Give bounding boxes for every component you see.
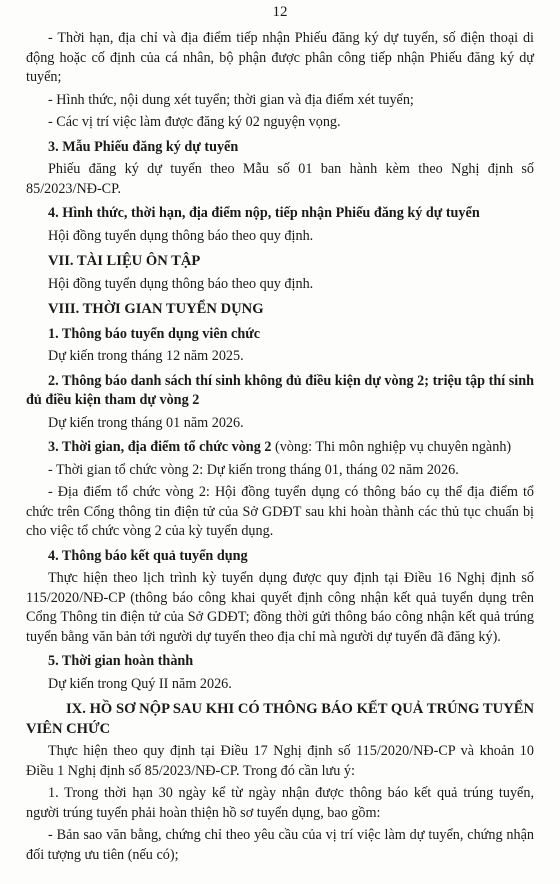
paragraph-documents-copies: - Bản sao văn bằng, chứng chỉ theo yêu cầu của vị trí việc làm dự tuyển, chứng nhận đối tượng ưu tiên (nếu có); — [26, 827, 534, 863]
paragraph-form-content: - Hình thức, nội dung xét tuyển; thời gian và địa điểm xét tuyển; — [48, 91, 414, 108]
paragraph-round-two-place: - Địa điểm tổ chức vòng 2: Hội đồng tuyển dụng có thông báo cụ thể địa điểm tổ chức trên Cổng thông tin điện tử của Sở GDĐT sau khi hoàn thành các thủ tục chuẩn bị cho việc tổ chức vòng 2 của kỳ tuyển dụng. — [26, 484, 534, 539]
paragraph-form-template: Phiếu đăng ký dự tuyển theo Mẫu số 01 ban hành kèm theo Nghị định số 85/2023/NĐ-CP. — [26, 161, 534, 197]
paragraph-contact-info: - Thời hạn, địa chỉ và địa điểm tiếp nhận Phiếu đăng ký dự tuyển, số điện thoại di động hoặc cố định của cá nhân, bộ phận được phân công tiếp nhận Phiếu đăng ký dự tuyển; — [26, 30, 534, 85]
page-number: 12 — [272, 4, 288, 20]
paragraph-two-choices: - Các vị trí việc làm được đăng ký 02 nguyện vọng. — [48, 114, 341, 130]
paragraph-submission: Hội đồng tuyển dụng thông báo theo quy định. — [48, 227, 314, 244]
heading-round-two-bold: 3. Thời gian, địa điểm tổ chức vòng 2 — [48, 439, 272, 455]
paragraph-documents-deadline: 1. Trong thời hạn 30 ngày kể từ ngày nhận được thông báo kết quả trúng tuyển, người trúng tuyển phải hoàn thiện hồ sơ tuyển dụng, bao gồm: — [26, 785, 534, 821]
paragraph-review-materials: Hội đồng tuyển dụng thông báo theo quy định. — [48, 275, 314, 292]
heading-round-two-note: (vòng: Thi môn nghiệp vụ chuyên ngành) — [271, 439, 512, 455]
section-heading-recruitment-time: VIII. THỜI GIAN TUYỂN DỤNG — [48, 301, 264, 317]
paragraph-documents-rule: Thực hiện theo quy định tại Điều 17 Nghị định số 115/2020/NĐ-CP và khoản 10 Điều 1 Nghị định số 85/2023/NĐ-CP. Trong đó cần lưu ý: — [26, 743, 534, 779]
paragraph-completion: Dự kiến trong Quý II năm 2026. — [48, 675, 232, 692]
heading-round-two — [26, 438, 534, 458]
paragraph-announcement: Dự kiến trong tháng 12 năm 2025. — [48, 348, 244, 364]
heading-completion: 5. Thời gian hoàn thành — [48, 653, 194, 669]
section-heading-review-materials: VII. TÀI LIỆU ÔN TẬP — [48, 253, 201, 269]
heading-results: 4. Thông báo kết quả tuyển dụng — [48, 547, 248, 564]
paragraph-round-two-time: - Thời gian tổ chức vòng 2: Dự kiến trong tháng 01, tháng 02 năm 2026. — [48, 461, 459, 478]
section-heading-documents: IX. HỒ SƠ NỘP SAU KHI CÓ THÔNG BÁO KẾT QUẢ TRÚNG TUYỂN VIÊN CHỨC — [26, 701, 534, 737]
heading-submission: 4. Hình thức, thời hạn, địa điểm nộp, tiếp nhận Phiếu đăng ký dự tuyển — [48, 205, 480, 221]
paragraph-results: Thực hiện theo lịch trình kỳ tuyển dụng được quy định tại Điều 16 Nghị định số 115/2020/NĐ-CP (thông báo công khai quyết định công nhận kết quả tuyển dụng trên Cổng Thông tin điện tử của Sở GDĐT; đồng thời gửi thông báo công nhận kết quả trúng tuyển bằng văn bản tới người dự tuyển theo địa chỉ mà người dự tuyển đã đăng ký). — [26, 570, 534, 645]
heading-form-template: 3. Mẫu Phiếu đăng ký dự tuyển — [48, 138, 239, 155]
heading-announcement: 1. Thông báo tuyển dụng viên chức — [48, 325, 261, 342]
heading-candidate-list: 2. Thông báo danh sách thí sinh không đủ điều kiện dự vòng 2; triệu tập thí sinh đủ điều kiện tham dự vòng 2 — [26, 372, 534, 408]
paragraph-candidate-list: Dự kiến trong tháng 01 năm 2026. — [48, 414, 244, 431]
